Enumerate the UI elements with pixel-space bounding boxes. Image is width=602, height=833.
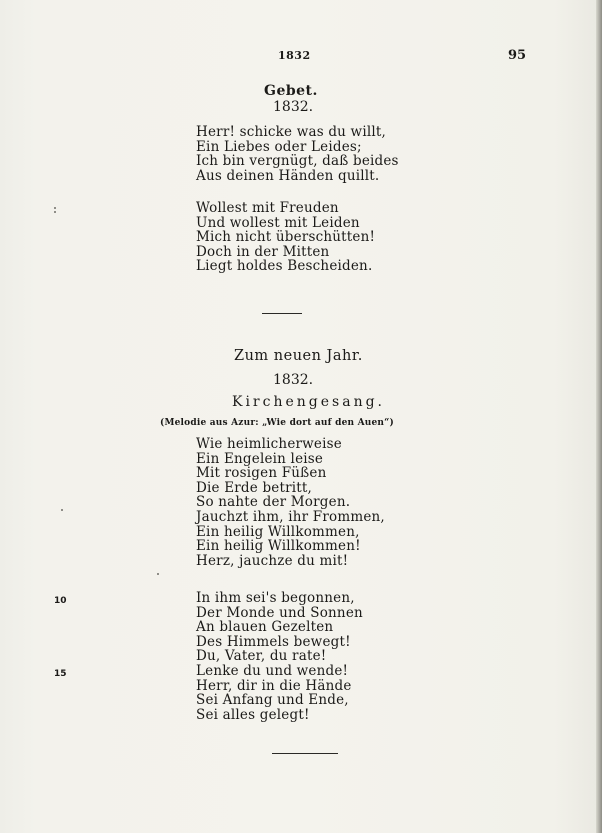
poem1-stanza1 — [196, 125, 399, 183]
verse-line: Ein Engelein leise — [196, 450, 324, 467]
verse-line: Und wollest mit Leiden — [196, 214, 360, 231]
verse-line: Aus deinen Händen quillt. — [196, 167, 380, 184]
margin-mark — [61, 509, 63, 511]
poem2-stanza1 — [196, 437, 385, 568]
line-number-15: 15 — [54, 669, 67, 679]
verse-line: Sei alles gelegt! — [196, 706, 310, 723]
verse-line: Jauchzt ihm, ihr Frommen, — [196, 508, 385, 525]
poem2-year: 1832. — [273, 372, 314, 388]
verse-line: Herr! schicke was du willt, — [196, 124, 386, 140]
page-edge-shadow — [596, 0, 602, 833]
verse-line: Wie heimlicherweise — [196, 436, 342, 452]
verse-line: Des Himmels bewegt! — [196, 633, 351, 650]
page-number: 95 — [508, 48, 527, 63]
verse-line: Herr, dir in die Hände — [196, 677, 352, 694]
margin-mark — [54, 207, 56, 209]
line-number-10: 10 — [54, 596, 67, 606]
poem1-title: Gebet. — [264, 83, 318, 99]
poem1-stanza2 — [196, 201, 375, 274]
verse-line: Liegt holdes Bescheiden. — [196, 258, 373, 275]
verse-line: Wollest mit Freuden — [196, 200, 339, 216]
verse-line: Der Monde und Sonnen — [196, 604, 363, 621]
verse-line: Mit rosigen Füßen — [196, 465, 327, 482]
margin-mark — [157, 573, 159, 575]
verse-line: An blauen Gezelten — [196, 619, 334, 636]
verse-line: Ich bin vergnügt, daß beides — [196, 153, 399, 170]
poem2-subtitle: Kirchengesang. — [232, 394, 385, 410]
running-header-year: 1832 — [278, 49, 311, 62]
section-divider — [262, 313, 302, 314]
end-divider — [272, 753, 338, 754]
verse-line: Lenke du und wende! — [196, 662, 349, 679]
verse-line: In ihm sei's begonnen, — [196, 590, 355, 606]
verse-line: Ein heilig Willkommen! — [196, 538, 361, 555]
verse-line: Du, Vater, du rate! — [196, 648, 327, 665]
poem2-stanza2 — [196, 591, 363, 722]
poem2-title: Zum neuen Jahr. — [234, 348, 363, 364]
verse-line: Doch in der Mitten — [196, 243, 330, 260]
verse-line: So nahte der Morgen. — [196, 494, 351, 511]
margin-mark — [54, 211, 56, 213]
verse-line: Ein Liebes oder Leides; — [196, 138, 362, 155]
verse-line: Sei Anfang und Ende, — [196, 692, 349, 709]
melody-note: (Melodie aus Azur: „Wie dort auf den Auen“) — [160, 418, 394, 428]
verse-line: Die Erde betritt, — [196, 479, 313, 496]
verse-line: Herz, jauchze du mit! — [196, 552, 349, 569]
verse-line: Mich nicht überschütten! — [196, 229, 376, 246]
verse-line: Ein heilig Willkommen, — [196, 523, 360, 540]
poem1-year: 1832. — [273, 99, 314, 115]
